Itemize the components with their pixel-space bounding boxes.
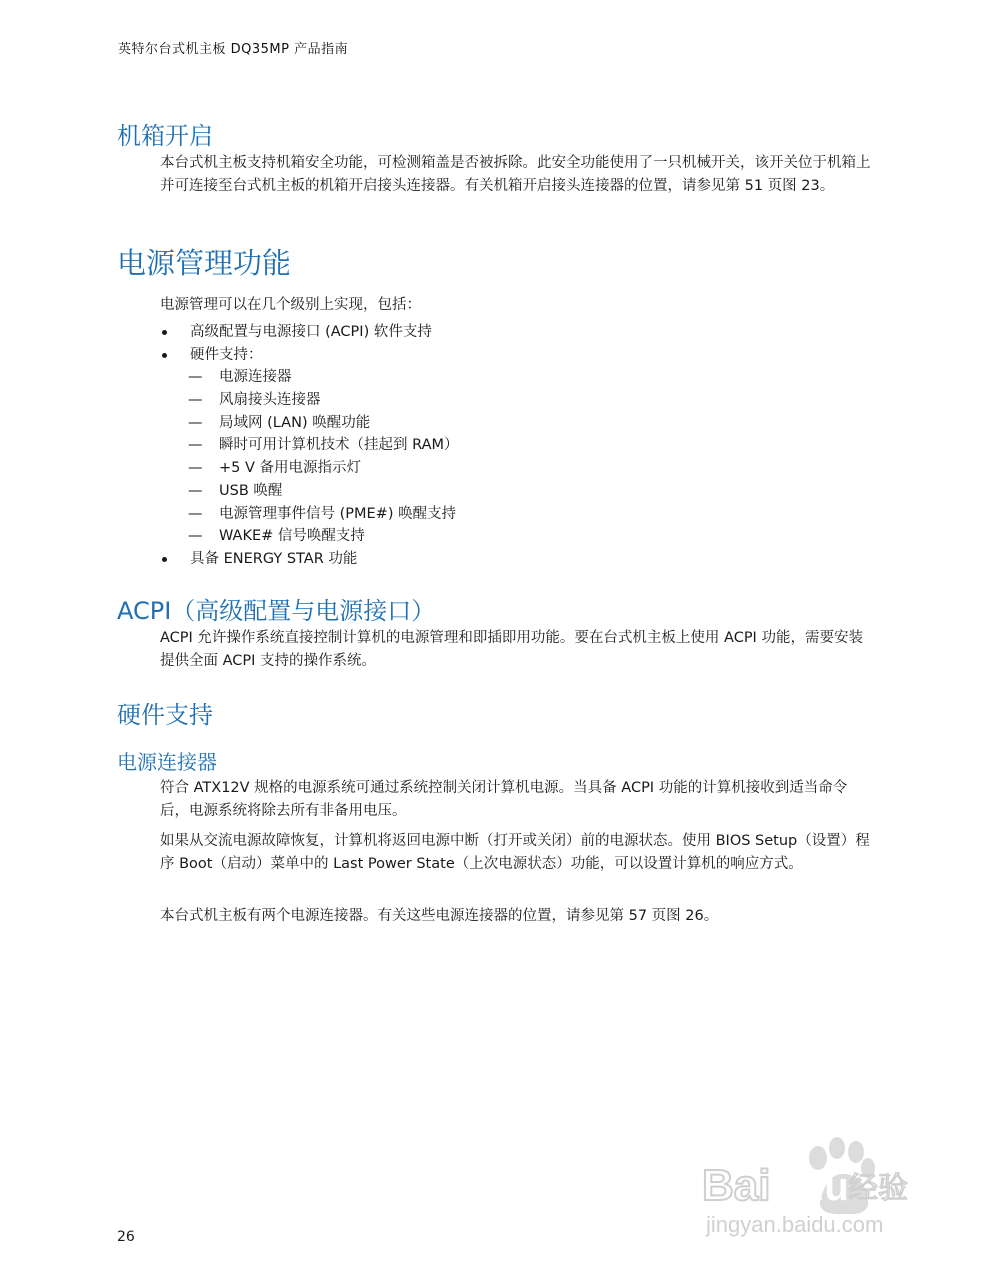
page-number: 26 [117,1229,135,1245]
list-item-text: 具备 ENERGY STAR 功能 [190,550,358,567]
section-title-chassis: 机箱开启 [117,122,213,150]
dash-marker: — [188,482,203,499]
page-header: 英特尔台式机主板 DQ35MP 产品指南 [118,42,349,57]
list-item-text: 局域网 (LAN) 唤醒功能 [219,414,371,431]
dash-marker: — [188,460,203,477]
list-item-text: WAKE# 信号唤醒支持 [219,528,365,545]
watermark-brand: Bai [702,1161,771,1210]
section-title-power-management: 电源管理功能 [117,246,292,280]
power-connector-para-2: 如果从交流电源故障恢复，计算机将返回电源中断（打开或关闭）前的电源状态。使用 BIOS Setup（设置）程序 Boot（启动）菜单中的 Last Power State（上次电源状态）功能，可以设置计算机的响应方式。 [160,833,870,872]
list-item-text: USB 唤醒 [219,482,283,499]
subsection-title-power-connector: 电源连接器 [117,750,217,774]
power-connector-para-1: 符合 ATX12V 规格的电源系统可通过系统控制关闭计算机电源。当具备 ACPI 功能的计算机接收到适当命令后，电源系统将除去所有非备用电压。 [160,780,848,819]
dash-marker: — [188,437,203,454]
dash-marker: — [188,505,203,522]
dash-marker: — [188,369,203,386]
list-item-text: 电源管理事件信号 (PME#) 唤醒支持 [219,505,457,522]
section-title-hardware: 硬件支持 [117,701,213,729]
acpi-body: ACPI 允许操作系统直接控制计算机的电源管理和即插即用功能。要在台式机主板上使用 ACPI 功能，需要安装提供全面 ACPI 支持的操作系统。 [160,630,863,669]
power-management-intro: 电源管理可以在几个级别上实现，包括： [160,297,421,313]
watermark-url: jingyan.baidu.com [706,1212,884,1237]
list-item-text: +5 V 备用电源指示灯 [219,460,362,477]
chassis-body: 本台式机主板支持机箱安全功能，可检测箱盖是否被拆除。此安全功能使用了一只机械开关，该开关位于机箱上并可连接至台式机主板的机箱开启接头连接器。有关机箱开启接头连接器的位置，请参见第 51 页图 23。 [160,155,871,194]
section-title-acpi: ACPI（高级配置与电源接口） [117,597,436,625]
list-item-text: 硬件支持： [190,346,263,363]
baidu-jingyan-watermark [700,1130,940,1250]
list-item-text: 高级配置与电源接口 (ACPI) 软件支持 [190,324,432,340]
list-item-text: 电源连接器 [219,369,292,386]
dash-marker: — [188,414,203,431]
list-item-text: 风扇接头连接器 [219,392,321,409]
list-item-text: 瞬时可用计算机技术（挂起到 RAM） [219,437,459,454]
power-connector-para-3: 本台式机主板有两个电源连接器。有关这些电源连接器的位置，请参见第 57 页图 26。 [160,908,719,924]
watermark-suffix: 经验 [848,1171,908,1206]
watermark-brand-2: du [800,1165,849,1209]
dash-marker: — [188,392,203,409]
dash-marker: — [188,528,203,545]
